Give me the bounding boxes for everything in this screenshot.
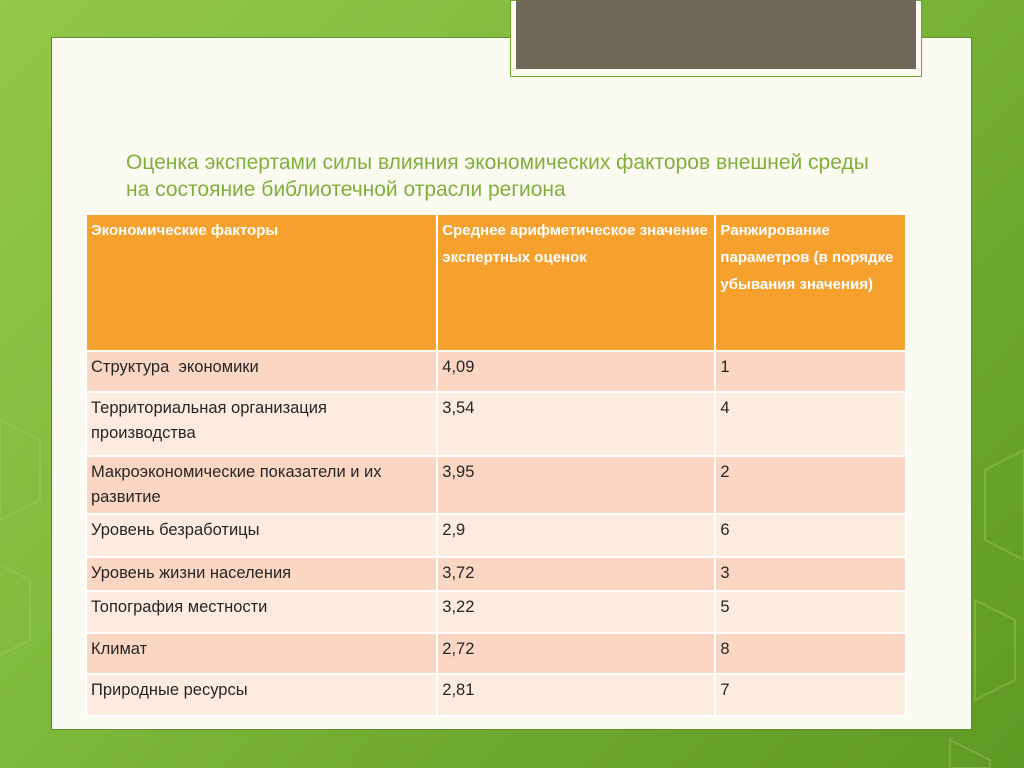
decorative-tab bbox=[516, 0, 916, 69]
cell-mean: 4,09 bbox=[437, 351, 715, 392]
table-row bbox=[86, 633, 906, 674]
cell-factor: Климат bbox=[86, 633, 437, 674]
cell-mean: 2,81 bbox=[437, 674, 715, 716]
cell-factor: Структура экономики bbox=[86, 351, 437, 392]
cell-mean: 2,9 bbox=[437, 514, 715, 557]
factors-table bbox=[85, 213, 907, 717]
table-row bbox=[86, 351, 906, 392]
table-row bbox=[86, 557, 906, 591]
cell-rank: 4 bbox=[715, 392, 906, 456]
cell-factor: Природные ресурсы bbox=[86, 674, 437, 716]
cell-rank: 7 bbox=[715, 674, 906, 716]
table-row bbox=[86, 514, 906, 557]
header-rank: Ранжирование параметров (в порядке убывания значения) bbox=[715, 214, 906, 351]
table-row bbox=[86, 674, 906, 716]
cell-mean: 2,72 bbox=[437, 633, 715, 674]
slide-title: Оценка экспертами силы влияния экономических факторов внешней среды на состояние библиотечной отрасли региона bbox=[126, 151, 869, 201]
cell-rank: 2 bbox=[715, 456, 906, 514]
cell-factor: Уровень безработицы bbox=[86, 514, 437, 557]
table-row bbox=[86, 591, 906, 633]
cell-rank: 8 bbox=[715, 633, 906, 674]
cell-rank: 3 bbox=[715, 557, 906, 591]
cell-factor: Топография местности bbox=[86, 591, 437, 633]
cell-mean: 3,54 bbox=[437, 392, 715, 456]
cell-factor: Уровень жизни населения bbox=[86, 557, 437, 591]
cell-rank: 6 bbox=[715, 514, 906, 557]
cell-rank: 5 bbox=[715, 591, 906, 633]
cell-factor: Территориальная организация производства bbox=[86, 392, 437, 456]
table-row bbox=[86, 392, 906, 456]
cell-rank: 1 bbox=[715, 351, 906, 392]
table-row bbox=[86, 456, 906, 514]
cell-mean: 3,72 bbox=[437, 557, 715, 591]
cell-mean: 3,95 bbox=[437, 456, 715, 514]
cell-mean: 3,22 bbox=[437, 591, 715, 633]
table-header-row bbox=[86, 214, 906, 351]
header-mean: Среднее арифметическое значение экспертных оценок bbox=[437, 214, 715, 351]
cell-factor: Макроэкономические показатели и их развитие bbox=[86, 456, 437, 514]
header-factors: Экономические факторы bbox=[86, 214, 437, 351]
